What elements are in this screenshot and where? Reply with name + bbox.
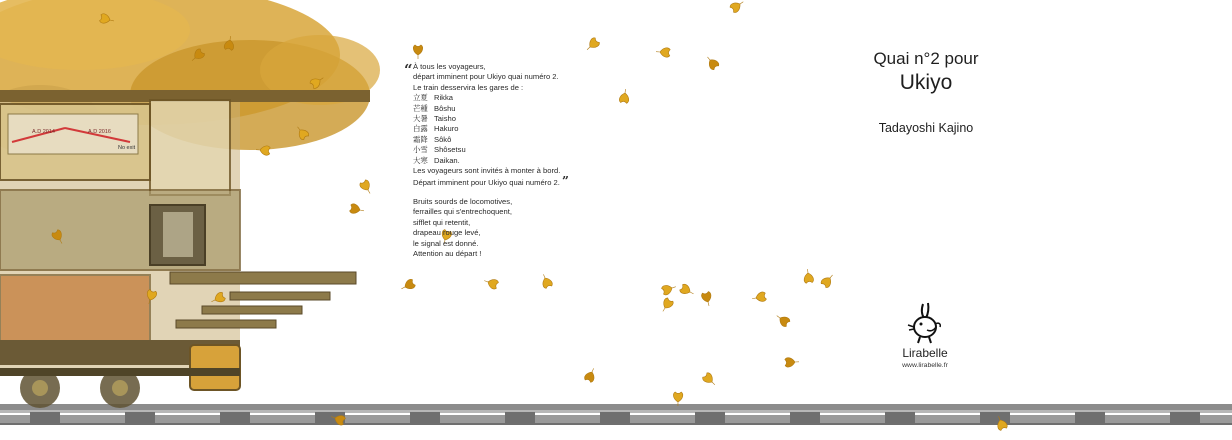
station-kanji: 白露 [413,124,428,134]
sign-label-no-exit: No exit [118,145,136,151]
stanza2-line: Attention au départ ! [413,248,482,258]
close-quote-mark: ” [562,174,569,189]
publisher-name: Lirabelle [902,346,948,360]
rail-sleeper [980,412,1010,423]
ginkgo-leaf [539,272,553,289]
station-row [413,124,604,134]
ginkgo-leaf [399,278,416,293]
station-row [413,145,604,155]
rail-sleeper [790,412,820,423]
poem-line: Les voyageurs sont invités à monter à bord. [413,166,561,176]
ginkgo-leaf [820,272,836,289]
ginkgo-leaf [701,291,714,307]
book-title [846,48,1006,96]
stanza2-line: le signal est donné. [413,238,479,248]
ginkgo-leaf [785,357,799,367]
rail-sleeper [30,412,60,423]
rail-sleeper [410,412,440,423]
rail-sleeper [220,412,250,423]
ginkgo-leaf [774,312,791,328]
station-kanji: 大寒 [413,155,428,165]
ginkgo-leaf [483,276,499,290]
ginkgo-leaf [619,88,630,103]
rail-sleeper [600,412,630,423]
ginkgo-leaf [673,392,683,406]
stanza2-line: Bruits sourds de locomotives, [413,196,513,206]
station-row [413,104,604,114]
rail-sleeper [505,412,535,423]
ginkgo-leaf [349,203,365,215]
ginkgo-leaf [751,291,767,303]
rail-sleeper [885,412,915,423]
publisher-block [872,300,978,369]
station-kanji: 大暑 [413,114,428,124]
station-row [413,135,604,145]
ginkgo-leaf [656,47,671,57]
station-row [413,93,604,103]
rail-sleeper [125,412,155,423]
sign-label-2014: A.D 2014 [32,129,55,135]
station-kanji: 芒種 [413,103,428,113]
stanza2-line: ferrailles qui s'entrechoquent, [413,207,512,217]
ginkgo-leaf [413,45,422,59]
stanza2-line: sifflet qui retentit, [413,217,471,227]
ginkgo-leaf [659,297,674,314]
station-list [413,93,604,166]
ginkgo-leaf [359,179,374,196]
station-name: Taisho [434,114,456,124]
station-name: Sôkô [434,134,452,144]
station-name: Shôsetsu [434,145,466,155]
rail-sleeper [1075,412,1105,423]
open-quote-mark: “ [404,61,413,79]
ginkgo-leaf [702,372,719,388]
rail-track [0,404,1232,425]
station-kanji: 立夏 [413,93,428,103]
author-name: Tadayoshi Kajino [878,121,974,135]
poem-text [404,62,604,259]
publisher-website: www.lirabelle.fr [902,362,948,369]
station-row [413,156,604,166]
station-name: Hakuro [434,124,459,134]
rail-sleeper [1170,412,1200,423]
stanza2-line: drapeau rouge levé, [413,228,481,238]
ginkgo-leaf [584,37,601,53]
title-line1: Quai n°2 pour [873,49,979,68]
ginkgo-leaf [679,283,696,298]
rail-sleeper [695,412,725,423]
station-name: Daikan. [434,155,460,165]
station-kanji: 霜降 [413,134,428,144]
ginkgo-leaf [704,54,720,71]
rabbit-logo-icon [905,300,945,346]
ginkgo-leaf [803,268,814,283]
station-name: Rikka [434,93,453,103]
poem-line: Le train desservira les gares de : [413,82,524,92]
ginkgo-leaf [661,282,677,295]
title-line2: Ukiyo [899,71,953,94]
station-row [413,114,604,124]
ginkgo-leaf [729,0,746,14]
sign-label-2016: A.D 2016 [88,129,111,135]
station-name: Bôshu [434,103,456,113]
ginkgo-leaf [584,366,598,383]
poem-line: À tous les voyageurs, [413,62,486,71]
station-kanji: 小雪 [413,145,428,155]
poem-line: Départ imminent pour Ukiyo quai numéro 2. ” [413,174,569,189]
poem-line: départ imminent pour Ukiyo quai numéro 2. [413,72,559,82]
route-sign [8,114,138,154]
